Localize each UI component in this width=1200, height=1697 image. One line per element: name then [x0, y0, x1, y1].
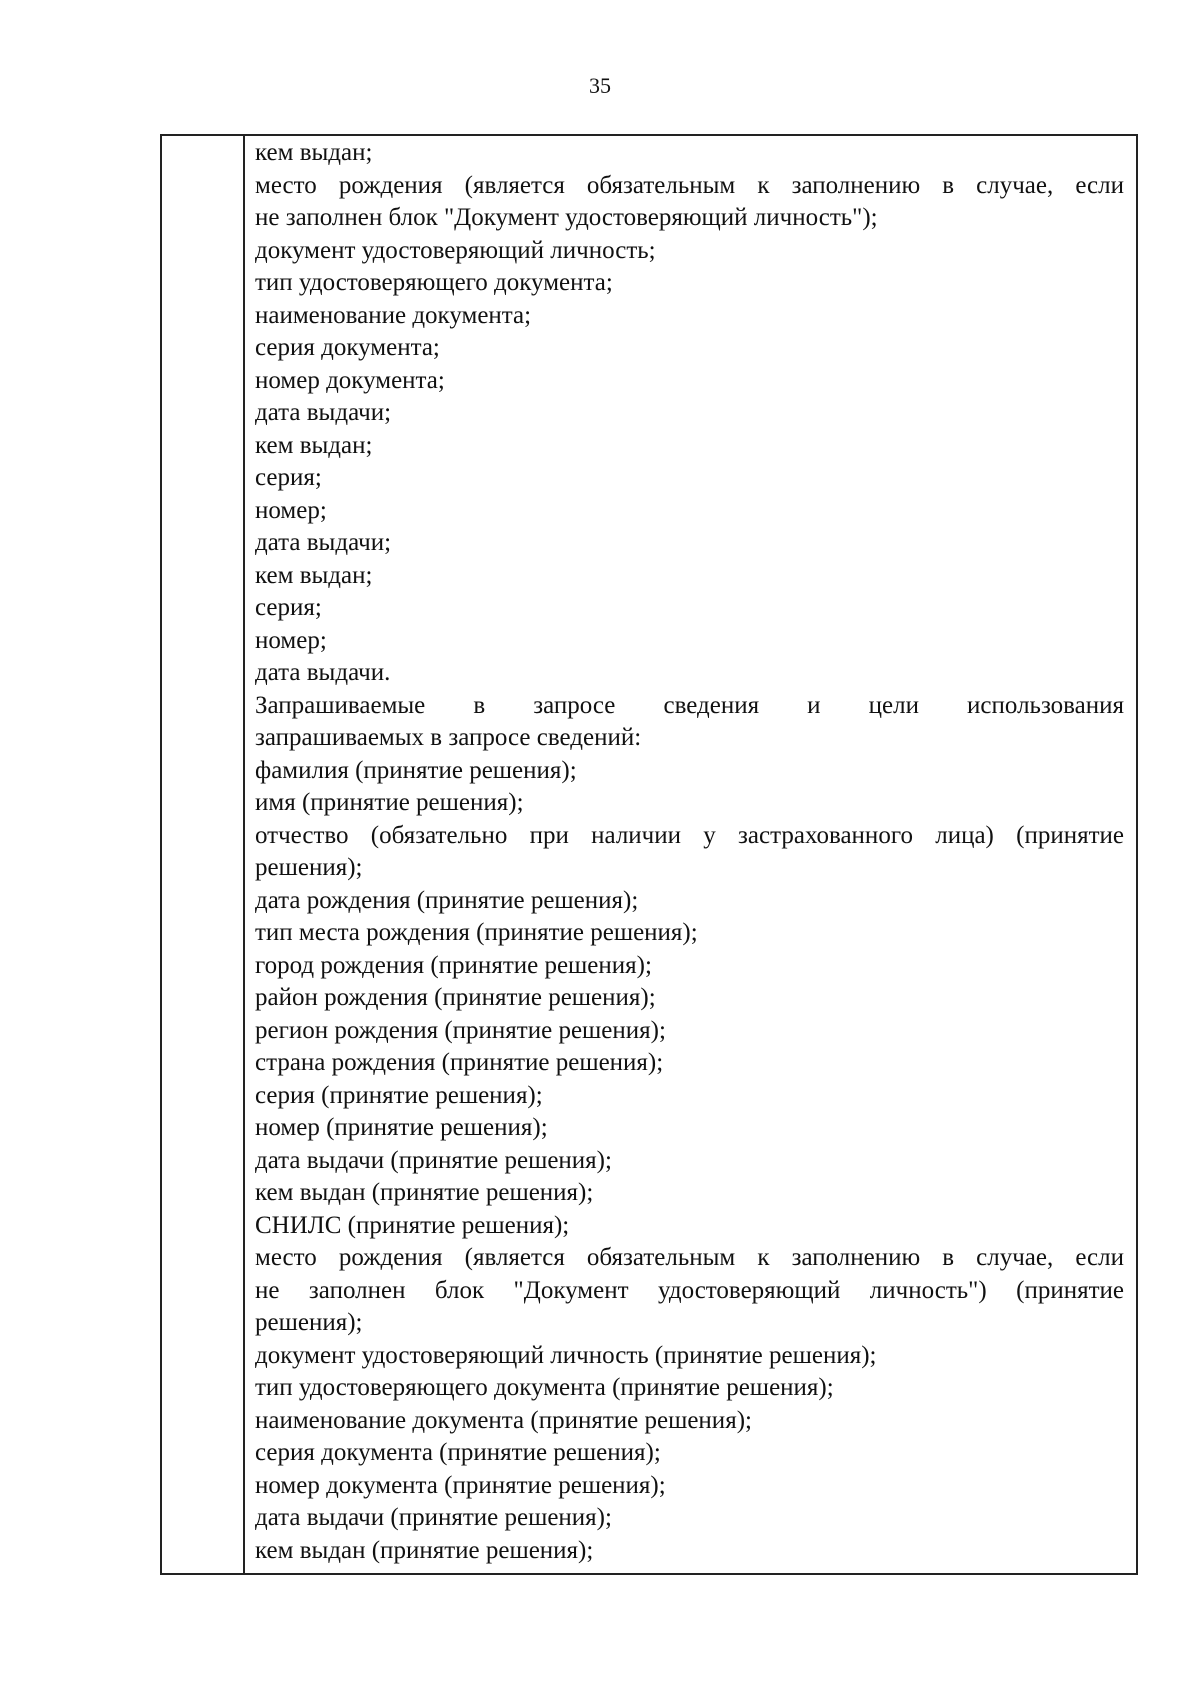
text-line: документ удостоверяющий личность;	[255, 236, 656, 264]
text-line: серия (принятие решения);	[255, 1081, 543, 1109]
text-line: номер документа;	[255, 366, 445, 394]
table-right-cell	[245, 136, 1136, 1573]
text-line: не заполнен блок "Документ удостоверяющий личность");	[255, 204, 878, 231]
text-line: дата выдачи;	[255, 529, 392, 556]
text-line: номер (принятие решения);	[255, 1114, 548, 1141]
text-line: серия документа;	[255, 334, 440, 361]
text-line: дата выдачи (принятие решения);	[255, 1504, 612, 1531]
text-line: документ удостоверяющий личность (принятие решения);	[255, 1341, 877, 1369]
text-line: дата рождения (принятие решения);	[255, 886, 639, 914]
text-line: тип места рождения (принятие решения);	[255, 919, 698, 946]
table-left-cell	[162, 136, 245, 1573]
text-line: запрашиваемых в запросе сведений:	[255, 724, 642, 751]
text-line: Запрашиваемые в запросе сведения и цели использования	[255, 691, 1124, 719]
text-line: дата выдачи (принятие решения);	[255, 1146, 612, 1174]
text-line: номер документа (принятие решения);	[255, 1471, 666, 1499]
text-line: серия;	[255, 464, 322, 491]
text-line: город рождения (принятие решения);	[255, 951, 652, 979]
page-number: 35	[589, 73, 611, 98]
text-line: район рождения (принятие решения);	[255, 984, 656, 1011]
text-line: кем выдан (принятие решения);	[255, 1536, 594, 1564]
text-line: решения);	[255, 854, 363, 881]
text-line: СНИЛС (принятие решения);	[255, 1211, 570, 1239]
text-line: дата выдачи;	[255, 399, 392, 426]
text-line: наименование документа (принятие решения);	[255, 1406, 752, 1434]
text-line: номер;	[255, 626, 327, 654]
text-line: серия;	[255, 594, 322, 621]
text-line: кем выдан;	[255, 431, 373, 459]
text-line: страна рождения (принятие решения);	[255, 1049, 664, 1076]
text-line: кем выдан;	[255, 561, 373, 589]
text-line: регион рождения (принятие решения);	[255, 1016, 666, 1044]
text-line: наименование документа;	[255, 301, 532, 329]
text-line: имя (принятие решения);	[255, 789, 524, 816]
text-line: номер;	[255, 496, 327, 524]
text-line: не заполнен блок "Документ удостоверяющий личность") (принятие	[255, 1276, 1124, 1304]
text-line: серия документа (принятие решения);	[255, 1439, 661, 1466]
text-line: тип удостоверяющего документа (принятие решения);	[255, 1374, 834, 1401]
text-line: тип удостоверяющего документа;	[255, 269, 613, 296]
text-line: отчество (обязательно при наличии у застрахованного лица) (принятие	[255, 821, 1124, 849]
text-line: кем выдан (принятие решения);	[255, 1179, 594, 1206]
text-line: решения);	[255, 1309, 363, 1336]
text-line: кем выдан;	[255, 139, 373, 166]
text-line: место рождения (является обязательным к заполнению в случае, если	[255, 1244, 1124, 1271]
text-line: фамилия (принятие решения);	[255, 756, 577, 784]
text-line: дата выдачи.	[255, 659, 391, 686]
document-table	[160, 134, 1138, 1575]
text-line: место рождения (является обязательным к заполнению в случае, если	[255, 171, 1124, 199]
